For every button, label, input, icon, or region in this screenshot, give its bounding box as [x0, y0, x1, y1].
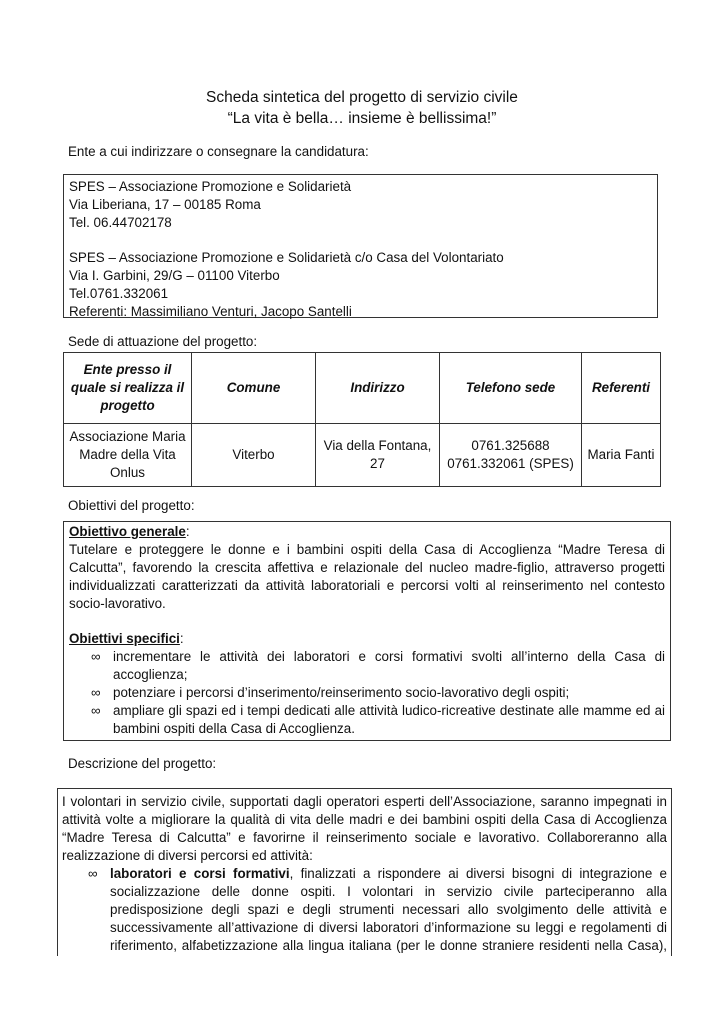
- infinity-bullet-icon: ∞: [91, 685, 101, 700]
- list-item: ∞ potenziare i percorsi d’inserimento/reinserimento socio-lavorativo degli ospiti;: [91, 685, 570, 700]
- telefono-1: 0761.325688: [471, 438, 550, 453]
- ente-box: [63, 174, 658, 318]
- header-ente: Ente presso il quale si realizza il progetto: [64, 353, 192, 424]
- ente-line: Tel. 06.44702178: [69, 215, 172, 230]
- cell-indirizzo: Via della Fontana, 27: [316, 424, 440, 487]
- title-line-2: “La vita è bella… insieme è bellissima!”: [227, 110, 497, 127]
- header-referenti: Referenti: [582, 353, 661, 424]
- cell-telefono: [440, 424, 582, 487]
- ente-referenti: Referenti: Massimiliano Venturi, Jacopo Santelli: [69, 304, 352, 319]
- ente-line: SPES – Associazione Promozione e Solidarietà: [69, 179, 352, 194]
- descrizione-line: attività volte a migliorare la qualità di vita delle madri e dei bambini ospiti della Casa di Accoglienza: [62, 812, 667, 827]
- descrizione-line: realizzazione di diversi percorsi ed attività:: [62, 848, 313, 863]
- infinity-bullet-icon: ∞: [88, 866, 98, 881]
- generale-line: socio-lavorativo.: [69, 596, 166, 611]
- page-title: [0, 87, 724, 129]
- descrizione-line: I volontari in servizio civile, supportati dagli operatori esperti dell’Associazione, saranno impegnati in: [62, 794, 667, 809]
- cell-ente: Associazione Maria Madre della Vita Onlus: [64, 424, 192, 487]
- title-line-1: Scheda sintetica del progetto di servizio civile: [206, 89, 518, 106]
- obiettivi-label: Obiettivi del progetto:: [68, 498, 195, 513]
- ente-line: Via I. Garbini, 29/G – 01100 Viterbo: [69, 268, 280, 283]
- generale-line: Tutelare e proteggere le donne e i bambini ospiti della Casa di Accoglienza “Madre Teresa di: [69, 542, 665, 557]
- descrizione-line: “Madre Teresa di Calcutta” e favorirne il reinserimento sociale e lavorativo. Collaboreranno alla: [62, 830, 667, 845]
- table-row: [64, 424, 661, 487]
- table-header-row: [64, 353, 661, 424]
- ente-line: Tel.0761.332061: [69, 286, 169, 301]
- telefono-2: 0761.332061 (SPES): [447, 456, 574, 471]
- header-indirizzo: Indirizzo: [316, 353, 440, 424]
- generale-line: individualizzati caratterizzati da attività laboratoriali e percorsi volti al reinserimento nel contesto: [69, 578, 665, 593]
- cell-referenti: Maria Fanti: [582, 424, 661, 487]
- header-comune: Comune: [192, 353, 316, 424]
- list-item: ∞ laboratori e corsi formativi, finalizzati a rispondere ai diversi bisogni di integrazione e socializzazione delle donne ospiti. I volontari in servizio civile parteciperanno alla predisposizione degli spazi e degli strumenti necessari allo svolgimento delle attività e successivamente all’attivazione di diversi laboratori d’informazione su leggi e regolamenti di riferimento, alfabetizzazione alla lingua italiana (per le donne straniere residenti nella Casa),: [88, 866, 668, 953]
- obiettivo-generale-title: Obiettivo generale: [69, 524, 186, 539]
- obiettivi-specifici-title: Obiettivi specifici: [69, 631, 180, 646]
- ente-line: SPES – Associazione Promozione e Solidarietà c/o Casa del Volontariato: [69, 250, 504, 265]
- sede-table: [63, 352, 661, 487]
- ente-line: Via Liberiana, 17 – 00185 Roma: [69, 197, 261, 212]
- header-telefono: Telefono sede: [440, 353, 582, 424]
- descrizione-box: [57, 788, 672, 956]
- descrizione-label: Descrizione del progetto:: [68, 756, 217, 771]
- list-item: ∞ incrementare le attività dei laboratori e corsi formativi svolti all’interno della Casa di accoglienza;: [91, 649, 665, 682]
- sede-label: Sede di attuazione del progetto:: [68, 334, 258, 349]
- cell-comune: Viterbo: [192, 424, 316, 487]
- infinity-bullet-icon: ∞: [91, 703, 101, 718]
- generale-line: Calcutta”, favorendo la crescita affettiva e relazionale del nucleo madre-figlio, attraverso progetti: [69, 560, 665, 575]
- obiettivi-box: Obiettivo generale: Tutelare e proteggere le donne e i bambini ospiti della Casa di Accoglienza “Madre Teresa di Calcutta”, favorendo la crescita affettiva e relazionale del nucleo madre-figlio, attraverso progetti individualizzati caratterizzati da attività laboratoriali e percorsi volti al reinserimento nel contesto socio-lavorativo. Obiettivi specifici: ∞ incrementare le attività dei laboratori e corsi formativi svolti all’interno della Casa di accoglienza; ∞ potenziare i percorsi d’inserimento/reinserimento socio-lavorativo degli ospiti; ∞ ampliare gli spazi ed i tempi dedicati alle attività ludico-ricreative destinate alle mamme ed ai bambini ospiti della Casa di Accoglienza.: [63, 521, 671, 741]
- infinity-bullet-icon: ∞: [91, 649, 101, 664]
- list-item: ∞ ampliare gli spazi ed i tempi dedicati alle attività ludico-ricreative destinate alle mamme ed ai bambini ospiti della Casa di Accoglienza.: [91, 703, 665, 736]
- laboratori-bold: laboratori e corsi formativi: [110, 866, 290, 881]
- ente-label: Ente a cui indirizzare o consegnare la candidatura:: [68, 144, 369, 159]
